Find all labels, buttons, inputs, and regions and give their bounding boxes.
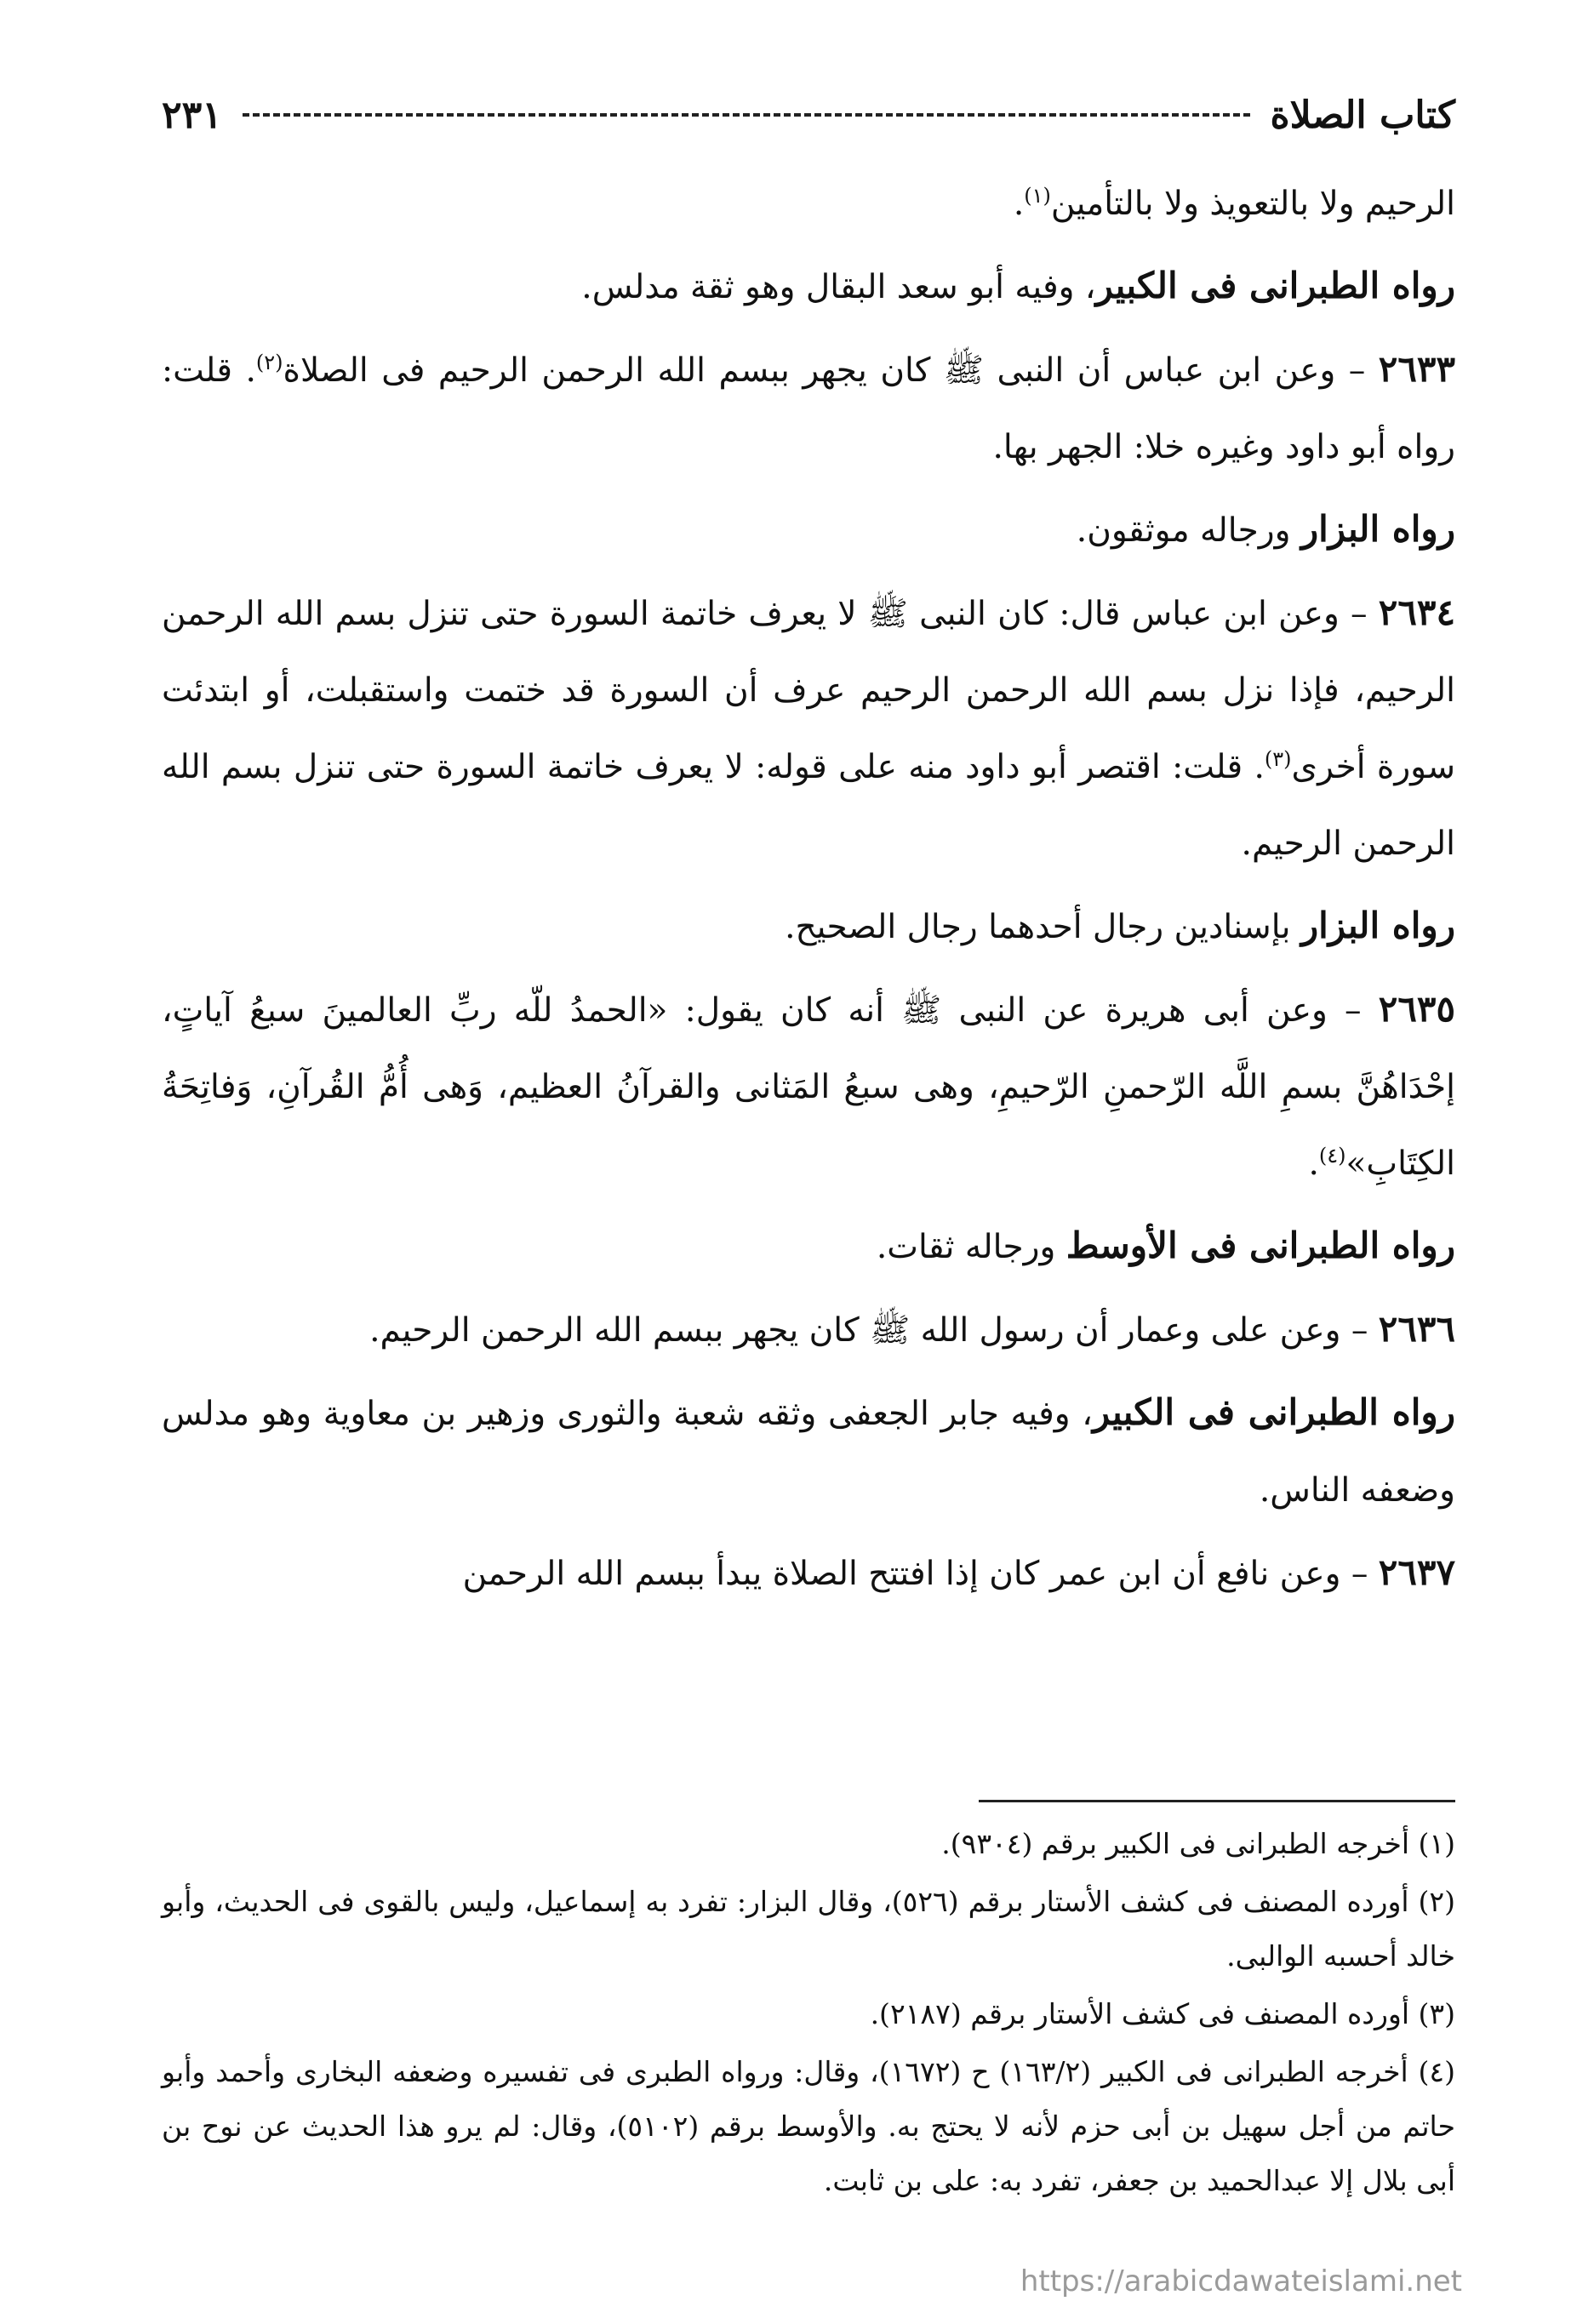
source-name: الطبرانى فى الأوسط: [1066, 1225, 1380, 1266]
paragraph: رواه الطبرانى فى الكبير، وفيه أبو سعد البقال وهو ثقة مدلس.: [581, 265, 1455, 306]
hadith-number: ٢٦٣٥: [1378, 988, 1455, 1030]
footnote-divider: [979, 1800, 1455, 1802]
book-page: [162, 77, 1455, 2289]
paragraph: رواه البزار بإسنادين رجال أحدهما رجال الصحيح.: [785, 905, 1455, 946]
hadith-paragraph: ٢٦٣٥ – وعن أبى هريرة عن النبى ﷺ أنه كان يقول: «الحمدُ للّه ربِّ العالمينَ سبعُ آياتٍ، إحْدَاهُنَّ بسمِ اللَّه الرّحمنِ الرّحيمِ، وهى سبعُ المَثانى والقرآنُ العظيم، وَهى أُمُّ القُرآنِ، وَفاتِحَةُ الكِتَابِ»$^{(٤)}$.: [162, 988, 1455, 1183]
header-dashed-rule: [243, 113, 1250, 117]
hadith-number: ٢٦٣٣: [1378, 348, 1455, 390]
page-number: ٢٣١: [162, 93, 222, 137]
source-name: البزار: [1300, 905, 1380, 946]
source-name: البزار: [1300, 508, 1380, 550]
chapter-title: كتاب الصلاة: [1270, 93, 1455, 137]
hadith-paragraph: ٢٦٣٦ – وعن على وعمار أن رسول الله ﷺ كان يجهر ببسم الله الرحمن الرحيم.: [369, 1308, 1455, 1350]
hadith-paragraph: ٢٦٣٤ – وعن ابن عباس قال: كان النبى ﷺ لا يعرف خاتمة السورة حتى تنزل بسم الله الرحمن الرحيم، فإذا نزل بسم الله الرحمن الرحيم عرف أن السورة قد ختمت واستقبلت، أو ابتدئت سورة أخرى$^{(٣)}$. قلت: اقتصر أبو داود منه على قوله: لا يعرف خاتمة السورة حتى تنزل بسم الله الرحمن الرحيم.: [162, 591, 1456, 863]
paragraph: رواه الطبرانى فى الأوسط ورجاله ثقات.: [876, 1225, 1455, 1266]
footnote: (١) أخرجه الطبرانى فى الكبير برقم (٩٣٠٤).: [941, 1827, 1455, 1860]
running-header: [162, 85, 1455, 145]
source-name: الطبرانى فى الكبير: [1095, 265, 1380, 306]
footnote-ref[interactable]: (٤): [1318, 1144, 1346, 1168]
paragraph: الرحيم ولا بالتعويذ ولا بالتأمين$^{(١)}$.: [1013, 184, 1455, 223]
hadith-paragraph: ٢٦٣٧ – وعن نافع أن ابن عمر كان إذا افتتح الصلاة يبدأ ببسم الله الرحمن: [462, 1551, 1455, 1593]
footnote: (٤) أخرجه الطبرانى فى الكبير (١٦٣/٢) ح (١٦٧٢)، وقال: ورواه الطبرى فى تفسيره وضعفه البخارى وأحمد وأبو حاتم من أجل سهيل بن أبى حزم لأنه لا يحتج به. والأوسط برقم (٥١٠٢)، وقال: لم يرو هذا الحديث عن نوح بن أبى بلال إلا عبدالحميد بن جعفر، تفرد به: على بن ثابت.: [162, 2055, 1455, 2197]
hadith-number: ٢٦٣٧: [1378, 1551, 1455, 1593]
hadith-number: ٢٦٣٤: [1378, 591, 1456, 633]
main-text: [162, 166, 1455, 1618]
watermark-url: https://arabicdawateislami.net: [1020, 2264, 1462, 2298]
paragraph: رواه البزار ورجاله موثقون.: [1076, 508, 1455, 550]
footnote: (٣) أورده المصنف فى كشف الأستار برقم (٢١٨٧).: [870, 1997, 1455, 2030]
footnote: (٢) أورده المصنف فى كشف الأستار برقم (٥٢٦)، وقال البزار: تفرد به إسماعيل، وليس بالقوى فى الحديث، وأبو خالد أحسبه الوالبى.: [162, 1885, 1455, 1973]
source-name: الطبرانى فى الكبير: [1092, 1391, 1379, 1433]
hadith-paragraph: ٢٦٣٣ – وعن ابن عباس أن النبى ﷺ كان يجهر ببسم الله الرحمن الرحيم فى الصلاة$^{(٢)}$. قلت: رواه أبو داود وغيره خلا: الجهر بها.: [162, 348, 1455, 466]
footnote-ref[interactable]: (٢): [255, 351, 283, 374]
footnote-ref[interactable]: (٣): [1264, 747, 1292, 771]
hadith-number: ٢٦٣٦: [1378, 1308, 1455, 1350]
paragraph: رواه الطبرانى فى الكبير، وفيه جابر الجعفى وثقه شعبة والثورى وزهير بن معاوية وهو مدلس وضعفه الناس.: [162, 1391, 1455, 1510]
footnotes: [162, 1817, 1455, 2212]
footnote-ref[interactable]: (١): [1024, 184, 1051, 208]
